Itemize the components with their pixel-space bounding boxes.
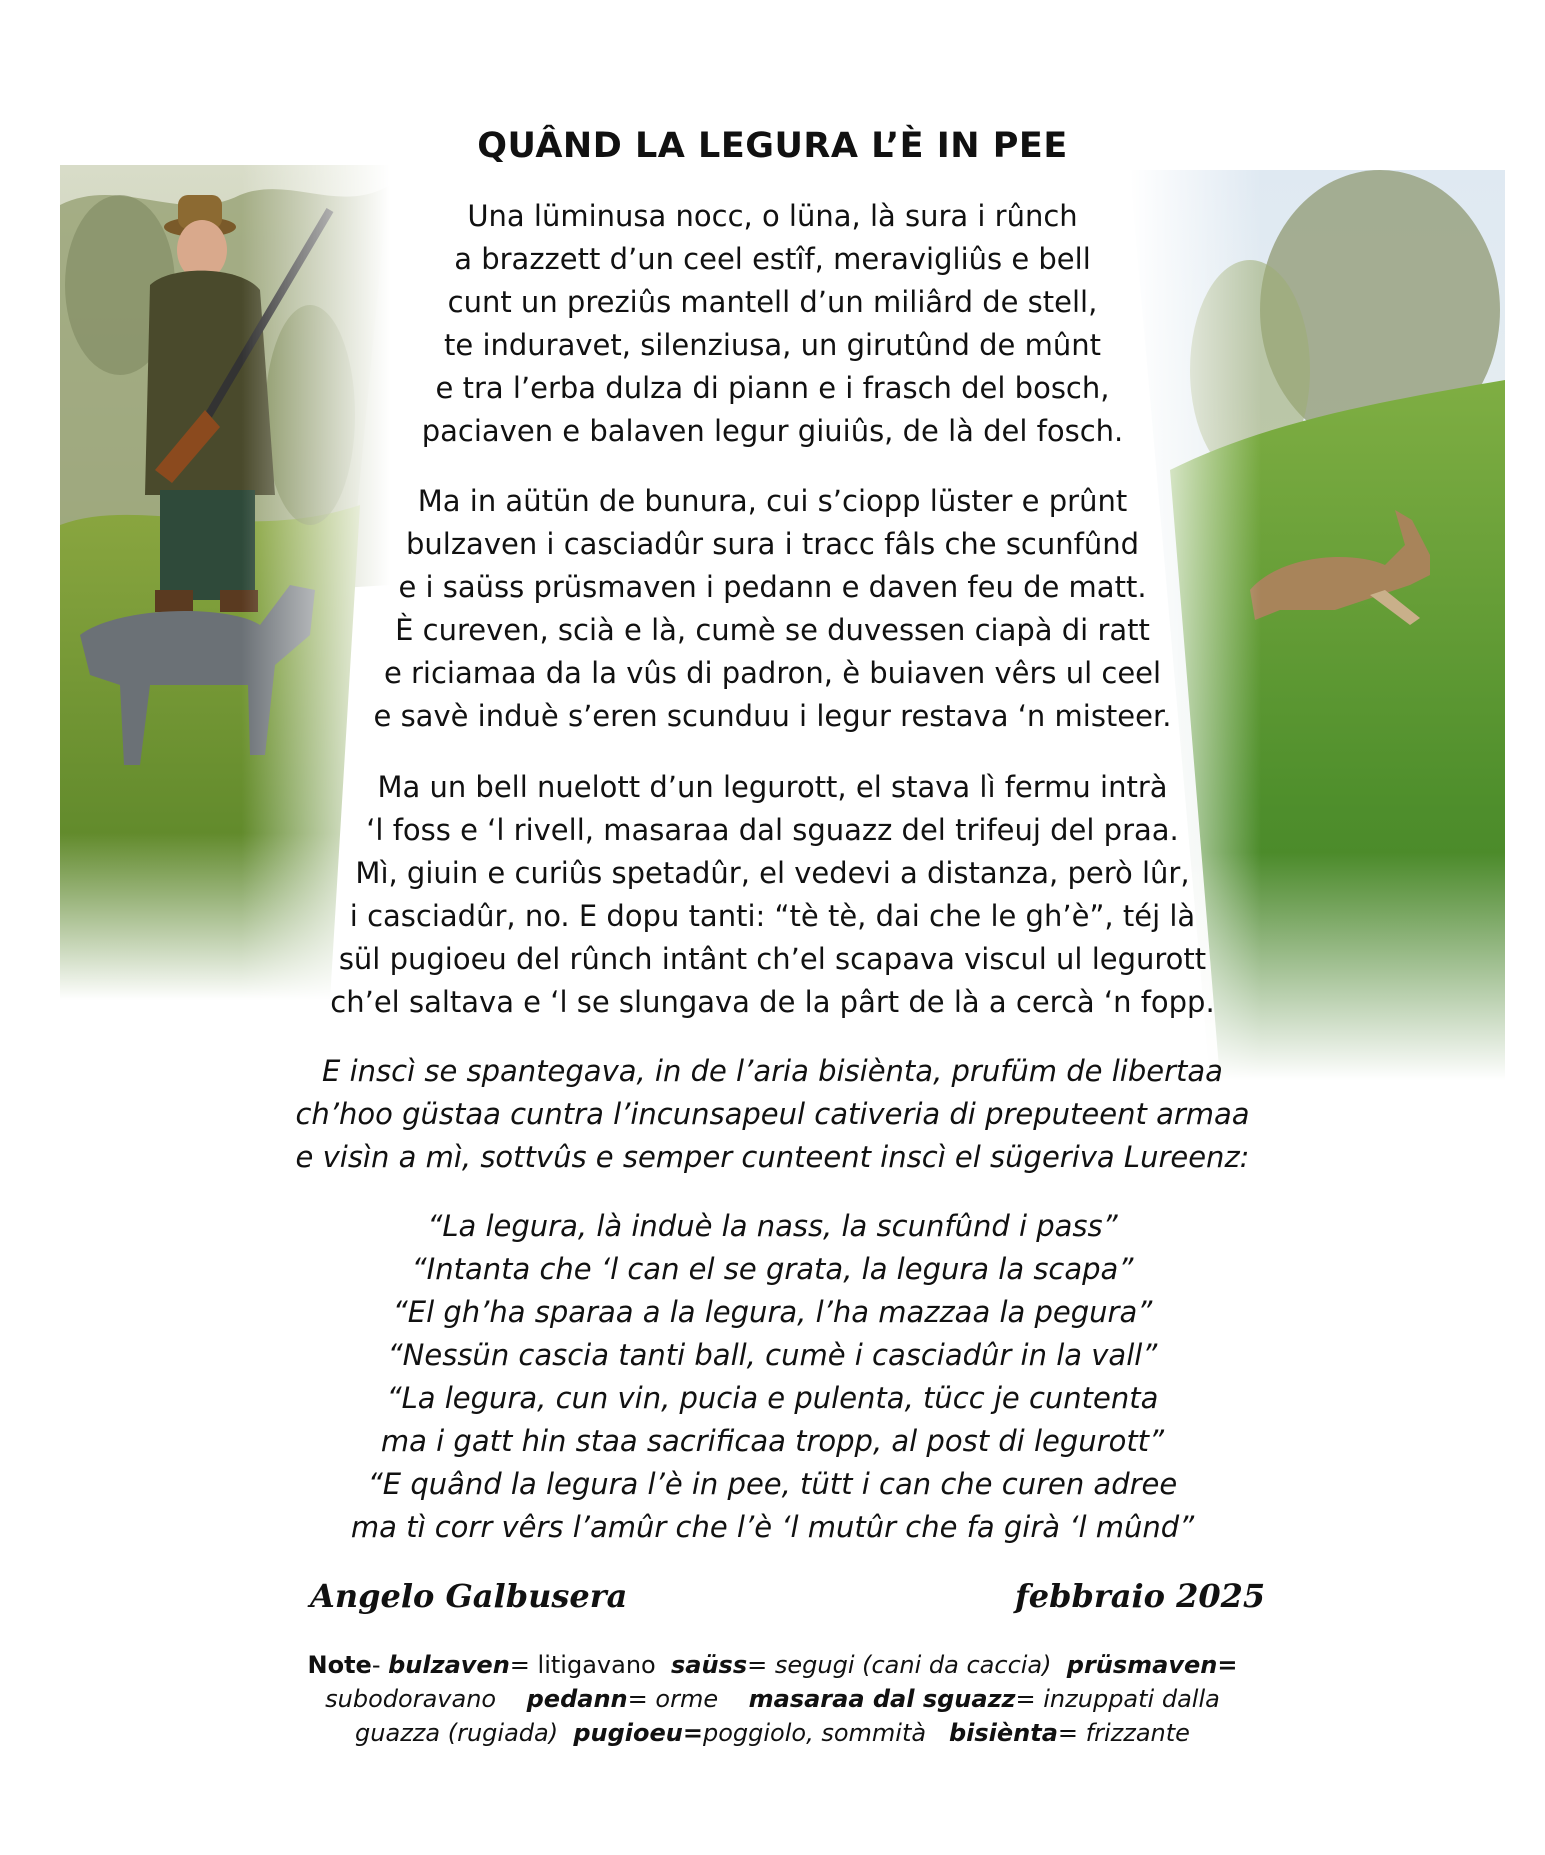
poem-line: ‘l foss e ‘l rivell, masaraa dal sguazz del trifeuj del praa.: [366, 813, 1179, 847]
glossary-definition: subodoravano: [325, 1685, 497, 1713]
glossary-eq: =: [1217, 1651, 1238, 1679]
proverb-line: “La legura, là induè la nass, la scunfûnd i pass”: [427, 1209, 1118, 1243]
glossary-term: masaraa dal sguazz: [748, 1685, 1016, 1713]
glossary-definition: inzuppati dalla: [1043, 1685, 1220, 1713]
glossary-term: bisiènta: [948, 1719, 1058, 1747]
poem-line: cunt un preziûs mantell d’un miliârd de stell,: [447, 285, 1098, 319]
glossary-eq: =: [509, 1651, 538, 1679]
stanza-2: [150, 480, 1395, 738]
glossary-definition: poggiolo, sommità: [703, 1719, 927, 1747]
notes-line: [150, 1682, 1395, 1716]
proverb-line: “La legura, cun vin, pucia e pulenta, tücc je cuntenta: [386, 1381, 1159, 1415]
poem-line: e i saüss prüsmaven i pedann e daven feu de matt.: [398, 570, 1147, 604]
poem-line: Ma in aütün de bunura, cui s’ciopp lüster e prûnt: [417, 484, 1128, 518]
poem-line: e visìn a mì, sottvûs e semper cunteent inscì el sügeriva Lureenz:: [295, 1140, 1250, 1174]
poem-line: paciaven e balaven legur giuiûs, de là del fosch.: [421, 414, 1124, 448]
poem-line: bulzaven i casciadûr sura i tracc fâls che scunfûnd: [405, 527, 1140, 561]
poem-title: QUÂND LA LEGURA L’È IN PEE: [477, 126, 1068, 166]
glossary-eq: =: [627, 1685, 656, 1713]
glossary-eq: =: [747, 1651, 775, 1679]
proverb-line: “E quând la legura l’è in pee, tütt i can che curen adree: [367, 1467, 1178, 1501]
poem-line: e riciamaa da la vûs di padron, è buiaven vêrs ul ceel: [383, 656, 1162, 690]
glossary-definition: frizzante: [1085, 1719, 1190, 1747]
poem-line: a brazzett d’un ceel estîf, meravigliûs e bell: [454, 242, 1091, 276]
poem-line: È cureven, scià e là, cumè se duvessen ciapà di ratt: [395, 613, 1150, 647]
notes-line: [150, 1716, 1395, 1750]
poem-line: e savè induè s’eren scunduu i legur restava ‘n misteer.: [373, 699, 1172, 733]
glossary-term: pugioeu: [573, 1719, 683, 1747]
glossary-notes: [150, 1648, 1395, 1750]
proverb-line: ma i gatt hin staa sacrificaa tropp, al post di legurott”: [380, 1424, 1165, 1458]
glossary-definition: litigavano: [537, 1651, 656, 1679]
poem-line: Mì, giuin e curiûs spetadûr, el vedevi a distanza, però lûr,: [355, 856, 1190, 890]
poem-line: e tra l’erba dulza di piann e i frasch del bosch,: [435, 371, 1110, 405]
glossary-term: saüss: [670, 1651, 748, 1679]
glossary-definition: orme: [655, 1685, 719, 1713]
date-signature: febbraio 2025: [1015, 1577, 1266, 1615]
poem-line: Una lüminusa nocc, o lüna, là sura i rûnch: [467, 199, 1078, 233]
glossary-definition-continued: guazza (rugiada): [355, 1719, 559, 1747]
glossary-term: bulzaven: [388, 1651, 510, 1679]
poem-line: ch’hoo güstaa cuntra l’incunsapeul cativeria di preputeent armaa: [295, 1097, 1250, 1131]
notes-line: [150, 1648, 1395, 1682]
proverb-line: “El gh’ha sparaa a la legura, l’ha mazzaa la pegura”: [392, 1295, 1153, 1329]
glossary-eq: =: [1015, 1685, 1044, 1713]
glossary-eq: =: [682, 1719, 703, 1747]
notes-dash: -: [371, 1651, 389, 1679]
author-signature: Angelo Galbusera: [310, 1577, 628, 1615]
poem-line: i casciadûr, no. E dopu tanti: “tè tè, dai che le gh’è”, téj là: [349, 899, 1196, 933]
poem-line: E inscì se spantegava, in de l’aria bisiènta, prufüm de libertaa: [322, 1054, 1223, 1088]
poem-line: sül pugioeu del rûnch intânt ch’el scapava viscul ul legurott: [338, 942, 1207, 976]
proverb-line: “Nessün cascia tanti ball, cumè i casciadûr in la vall”: [387, 1338, 1158, 1372]
glossary-term: prüsmaven: [1066, 1651, 1218, 1679]
proverb-line: ma tì corr vêrs l’amûr che l’è ‘l mutûr che fa girà ‘l mûnd”: [350, 1510, 1195, 1544]
glossary-definition: segugi (cani da caccia): [774, 1651, 1052, 1679]
stanza-3: [150, 766, 1395, 1024]
poem-line: ch’el saltava e ‘l se slungava de la pârt de là a cercà ‘n fopp.: [330, 985, 1215, 1019]
poem-line: te induravet, silenziusa, un girutûnd de mûnt: [444, 328, 1101, 362]
stanza-1: [150, 195, 1395, 453]
poem-line: Ma un bell nuelott d’un legurott, el stava lì fermu intrà: [377, 770, 1168, 804]
proverbs-stanza: [150, 1205, 1395, 1549]
proverb-line: “Intanta che ‘l can el se grata, la legura la scapa”: [411, 1252, 1134, 1286]
stanza-4: [150, 1050, 1395, 1179]
notes-label: Note: [307, 1651, 372, 1679]
glossary-eq: =: [1057, 1719, 1086, 1747]
glossary-term: pedann: [526, 1685, 628, 1713]
